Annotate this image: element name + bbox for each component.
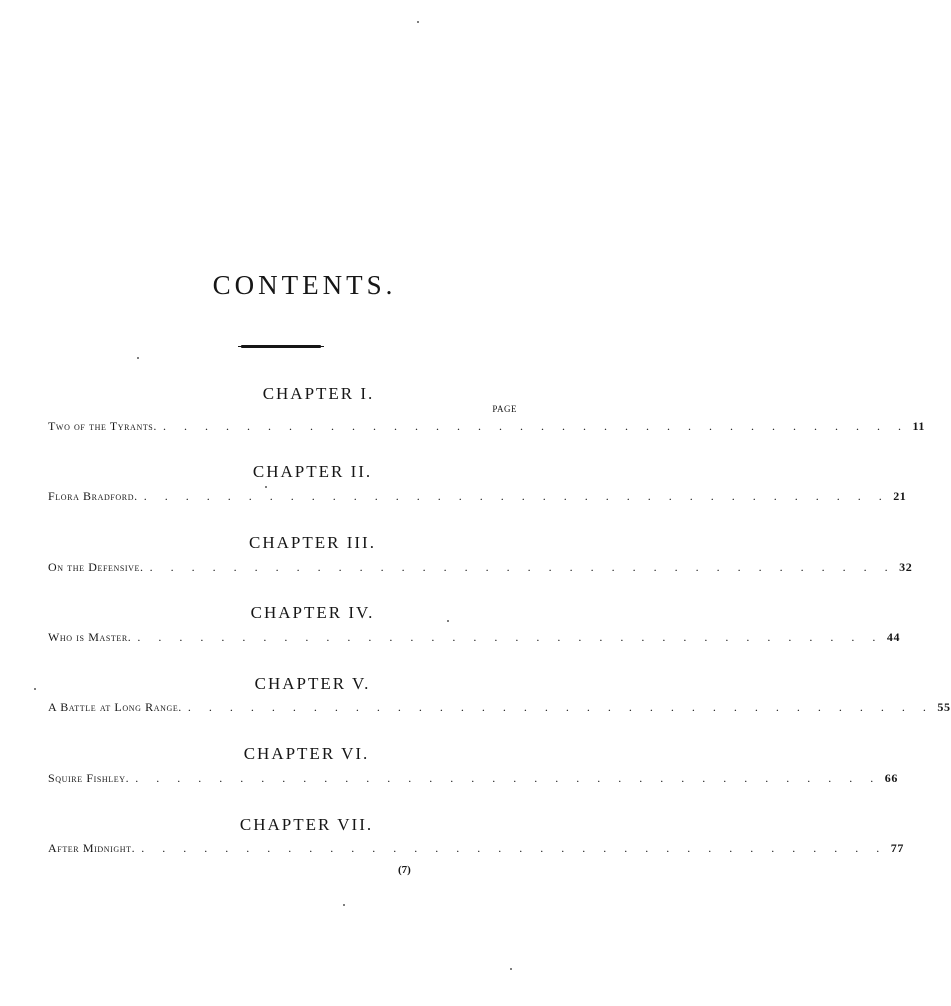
chapter-title: After Midnight. bbox=[48, 841, 136, 855]
toc-entry[interactable] bbox=[48, 771, 898, 789]
chapter-title: A Battle at Long Range. bbox=[48, 700, 182, 714]
toc-entry[interactable] bbox=[48, 560, 913, 578]
folio-page-number: (7) bbox=[398, 864, 411, 876]
toc-entry[interactable] bbox=[48, 630, 901, 648]
toc-entry[interactable] bbox=[48, 489, 907, 507]
chapter-title: Who is Master. bbox=[48, 630, 132, 644]
chapter-heading: CHAPTER V. bbox=[254, 674, 371, 693]
dot-leader: . . . . . . . . . . . . . . . . . . . . . . . . . . . . . . . . . . . . bbox=[149, 560, 896, 574]
chapter-heading: CHAPTER VII. bbox=[239, 815, 374, 834]
paper-speck bbox=[34, 688, 36, 690]
chapter-title: On the Defensive. bbox=[48, 560, 144, 574]
decorative-rule bbox=[241, 345, 321, 348]
chapter-title: Squire Fishley. bbox=[48, 771, 130, 785]
chapter-heading: CHAPTER III. bbox=[249, 533, 376, 552]
paper-speck bbox=[510, 968, 512, 970]
dot-leader: . . . . . . . . . . . . . . . . . . . . . . . . . . . . . . . . . . . . bbox=[187, 700, 934, 714]
chapter-heading: CHAPTER IV. bbox=[250, 603, 375, 622]
page-number: 77 bbox=[890, 841, 904, 855]
dot-leader: . . . . . . . . . . . . . . . . . . . . . . . . . . . . . . . . . . . . bbox=[141, 841, 887, 855]
dot-leader: . . . . . . . . . . . . . . . . . . . . . . . . . . . . . . . . . . . . bbox=[143, 489, 890, 503]
page-number: 66 bbox=[884, 771, 898, 785]
page-number: 32 bbox=[899, 560, 913, 574]
page-column-label: PAGE bbox=[492, 404, 517, 414]
chapter-heading: CHAPTER VI. bbox=[243, 744, 370, 763]
paper-speck bbox=[265, 486, 267, 488]
chapter-title: Two of the Tyrants. bbox=[48, 419, 157, 433]
page-number: 44 bbox=[886, 630, 901, 644]
page-number: 21 bbox=[893, 489, 907, 503]
chapter-title: Flora Bradford. bbox=[48, 489, 138, 503]
paper-speck bbox=[343, 904, 345, 906]
toc-entry[interactable] bbox=[48, 419, 925, 437]
chapter-heading: CHAPTER I. bbox=[262, 384, 375, 403]
toc-entry[interactable] bbox=[48, 841, 904, 859]
toc-entry[interactable] bbox=[48, 700, 951, 718]
dot-leader: . . . . . . . . . . . . . . . . . . . . . . . . . . . . . . . . . . . . bbox=[135, 771, 881, 785]
dot-leader: . . . . . . . . . . . . . . . . . . . . . . . . . . . . . . . . . . . . bbox=[162, 419, 909, 433]
page-number: 55 bbox=[937, 700, 951, 714]
paper-speck bbox=[417, 21, 419, 23]
page-title: CONTENTS. bbox=[212, 270, 397, 300]
paper-speck bbox=[447, 620, 449, 622]
chapter-heading: CHAPTER II. bbox=[252, 462, 373, 481]
paper-speck bbox=[137, 357, 139, 359]
dot-leader: . . . . . . . . . . . . . . . . . . . . . . . . . . . . . . . . . . . . bbox=[137, 630, 883, 644]
page-number: 11 bbox=[912, 419, 925, 433]
